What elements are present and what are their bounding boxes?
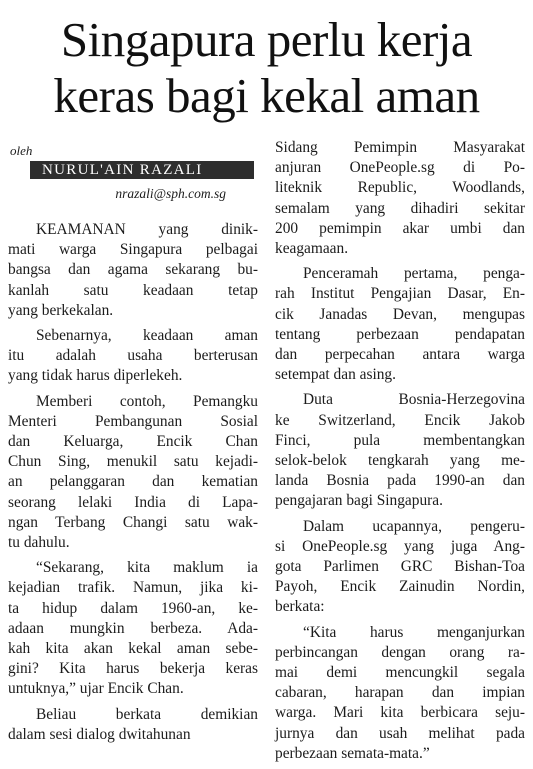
text-line: Dalam ucapannya, pengeru- <box>303 517 525 535</box>
text-line: kanlah satu keadaan tetap <box>8 281 258 299</box>
paragraph <box>8 326 258 387</box>
text-line: kah kita akan kekal aman sebe- <box>8 640 258 658</box>
paragraph <box>275 517 525 618</box>
text-line: keagamaan. <box>275 240 349 258</box>
right-column <box>275 138 525 769</box>
text-line: warga. Mari kita berbicara seju- <box>275 704 525 722</box>
text-line: “Sekarang, kita maklum ia <box>36 559 258 577</box>
text-line: an pelanggaran dan kematian <box>8 473 258 491</box>
text-line: bangsa dan agama sekarang bu- <box>8 261 258 279</box>
text-line: Chun Sing, menukil satu kejadi- <box>8 453 258 471</box>
text-line: gini? Kita harus bekerja keras <box>8 660 258 678</box>
text-line: setempat dan asing. <box>275 366 396 384</box>
text-line: anjuran OnePeople.sg di Po- <box>275 159 525 177</box>
headline-line-2: keras bagi kekal aman <box>53 68 480 123</box>
text-line: yang berkekalan. <box>8 301 114 319</box>
text-line: untuknya,” ujar Encik Chan. <box>8 680 184 698</box>
text-line: pengajaran bagi Singapura. <box>275 492 443 510</box>
paragraph <box>275 390 525 511</box>
author-email: nrazali@sph.com.sg <box>115 186 226 201</box>
text-line: Sebenarnya, keadaan aman <box>36 327 258 345</box>
text-line: Beliau berkata demikian <box>36 705 258 723</box>
byline-oleh: oleh <box>10 143 33 158</box>
text-line: dalam sesi dialog dwitahunan <box>8 725 191 743</box>
text-line: yang tidak harus diperlekeh. <box>8 367 183 385</box>
text-line: tu dahulu. <box>8 534 70 552</box>
text-line: cabaran, harapan dan impian <box>275 684 525 702</box>
text-line: Penceramah pertama, penga- <box>303 265 525 283</box>
text-line: itu adalah usaha berterusan <box>8 347 258 365</box>
text-line: berkata: <box>275 598 325 616</box>
text-line: dan perpecahan antara warga <box>275 346 525 364</box>
left-column-body <box>8 220 258 745</box>
author-name-bar: NURUL'AIN RAZALI <box>30 161 254 179</box>
paragraph <box>8 220 258 321</box>
text-line: adaan mungkin berbeza. Ada- <box>8 619 258 637</box>
paragraph <box>275 623 525 764</box>
text-line: “Kita harus menganjurkan <box>303 623 525 641</box>
paragraph <box>275 138 525 259</box>
text-line: Finci, pula membentangkan <box>275 431 525 449</box>
text-line: Memberi contoh, Pemangku <box>36 392 258 410</box>
text-line: Payoh, Encik Zainudin Nordin, <box>275 578 525 596</box>
left-column <box>8 138 258 750</box>
text-line: dan Keluarga, Encik Chan <box>8 433 258 451</box>
text-line: gota Parlimen GRC Bishan-Toa <box>275 558 525 576</box>
paragraph <box>275 264 525 385</box>
paragraph <box>8 392 258 554</box>
text-line: perbincangan dengan orang ra- <box>275 643 525 661</box>
text-line: Duta Bosnia-Herzegovina <box>303 391 525 409</box>
text-line: mati warga Singapura pelbagai <box>8 241 258 259</box>
paragraph <box>8 705 258 745</box>
text-line: perbezaan semata-mata.” <box>275 744 430 762</box>
text-line: liteknik Republic, Woodlands, <box>275 179 525 197</box>
text-line: selok-belok tengkarah yang me- <box>275 452 525 470</box>
text-line: jurnya dan usah melihat pada <box>275 724 525 742</box>
text-line: Menteri Pembangunan Sosial <box>8 412 258 430</box>
byline <box>8 138 258 220</box>
text-line: cik Janadas Devan, mengupas <box>275 305 525 323</box>
text-line: ta hidup dalam 1960-an, ke- <box>8 599 258 617</box>
text-line: tentang perbezaan pendapatan <box>275 325 525 343</box>
text-line: KEAMANAN yang dinik- <box>36 221 258 238</box>
text-line: rah Institut Pengajian Dasar, En- <box>275 285 525 303</box>
text-line: seorang lelaki India di Lapa- <box>8 493 258 511</box>
headline <box>0 12 533 124</box>
text-line: mai demi mencungkil segala <box>275 664 525 682</box>
text-line: ke Switzerland, Encik Jakob <box>275 411 525 429</box>
paragraph <box>8 558 258 699</box>
text-line: si OnePeople.sg yang juga Ang- <box>275 537 525 555</box>
text-line: ngan Terbang Changi satu wak- <box>8 513 258 531</box>
text-line: Sidang Pemimpin Masyarakat <box>275 139 525 156</box>
right-column-body <box>275 138 525 764</box>
text-line: kejadian trafik. Namun, jika ki- <box>8 579 258 597</box>
text-line: semalam yang dihadiri sekitar <box>275 199 525 217</box>
text-line: landa Bosnia pada 1990-an dan <box>275 472 525 490</box>
text-line: 200 pemimpin akar umbi dan <box>275 219 525 237</box>
headline-line-1: Singapura perlu kerja <box>60 12 473 67</box>
